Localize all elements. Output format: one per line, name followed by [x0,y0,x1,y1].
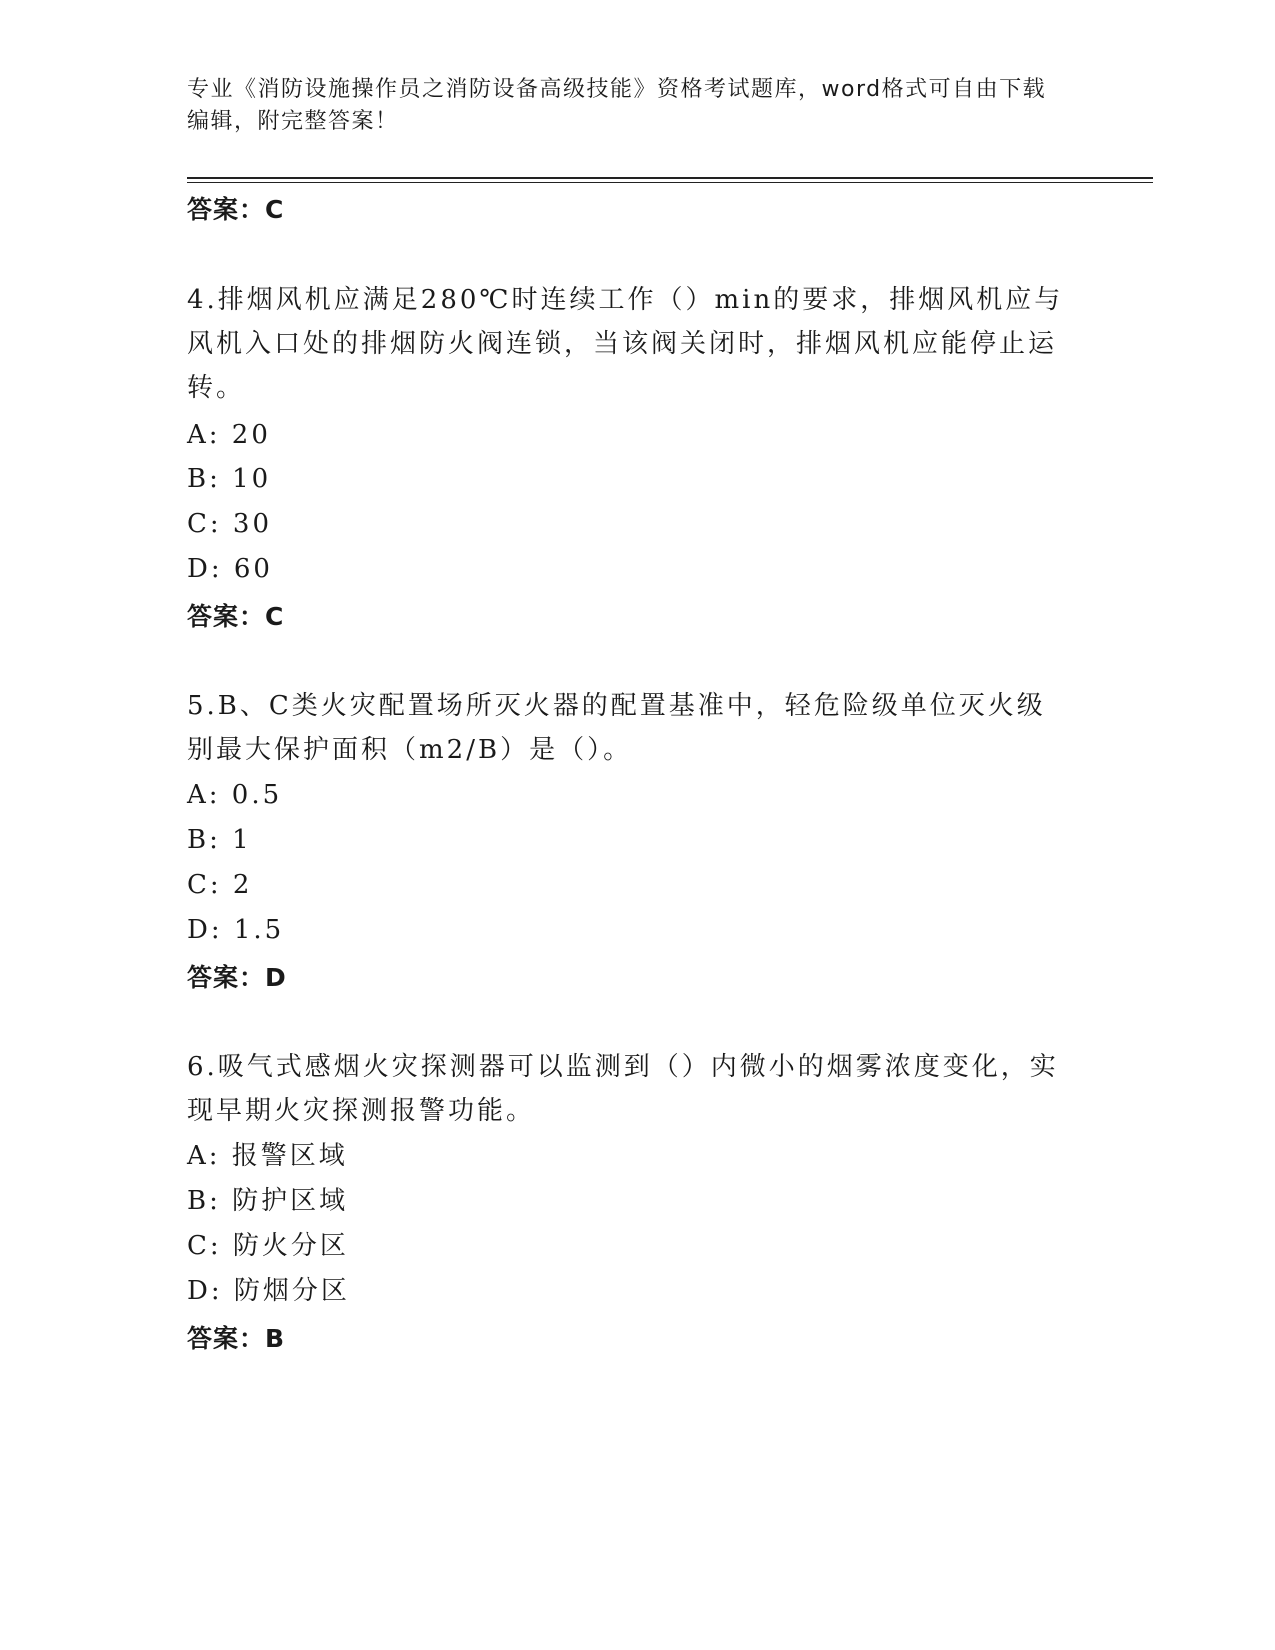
question-6-option-c: C: 防火分区 [187,1231,349,1261]
answer-q3: 答案：C [187,195,285,224]
question-6-option-b: B: 防护区域 [187,1186,349,1216]
question-6-text: 6.吸气式感烟火灾探测器可以监测到（）内微小的烟雾浓度变化，实现早期火灾探测报警功能。 [187,1052,1059,1126]
answer-q6: 答案：B [187,1324,286,1353]
question-4-text: 4.排烟风机应满足280℃时连续工作（）min的要求，排烟风机应与风机入口处的排烟防火阀连锁，当该阀关闭时，排烟风机应能停止运转。 [187,285,1064,403]
question-6-option-d: D: 防烟分区 [187,1276,350,1306]
question-4-option-b: B: 10 [187,464,272,494]
question-4-option-c: C: 30 [187,509,273,539]
question-5-option-a: A: 0.5 [187,780,283,810]
header-divider-thin [187,182,1153,183]
answer-q5: 答案：D [187,963,287,992]
question-5-option-b: B: 1 [187,825,252,855]
question-5-option-c: C: 2 [187,870,253,900]
answer-q4: 答案：C [187,602,285,631]
document-intro: 专业《消防设施操作员之消防设备高级技能》资格考试题库，word格式可自由下载编辑，附完整答案！ [187,77,1047,134]
question-5-option-d: D: 1.5 [187,915,285,945]
question-4-option-d: D: 60 [187,554,273,584]
question-5-text: 5.B、C类火灾配置场所灭火器的配置基准中，轻危险级单位灭火级别最大保护面积（m2/B）是（）。 [187,691,1046,765]
header-divider-thick [187,177,1153,179]
question-6-option-a: A: 报警区域 [187,1141,348,1171]
question-4-option-a: A: 20 [187,420,271,450]
